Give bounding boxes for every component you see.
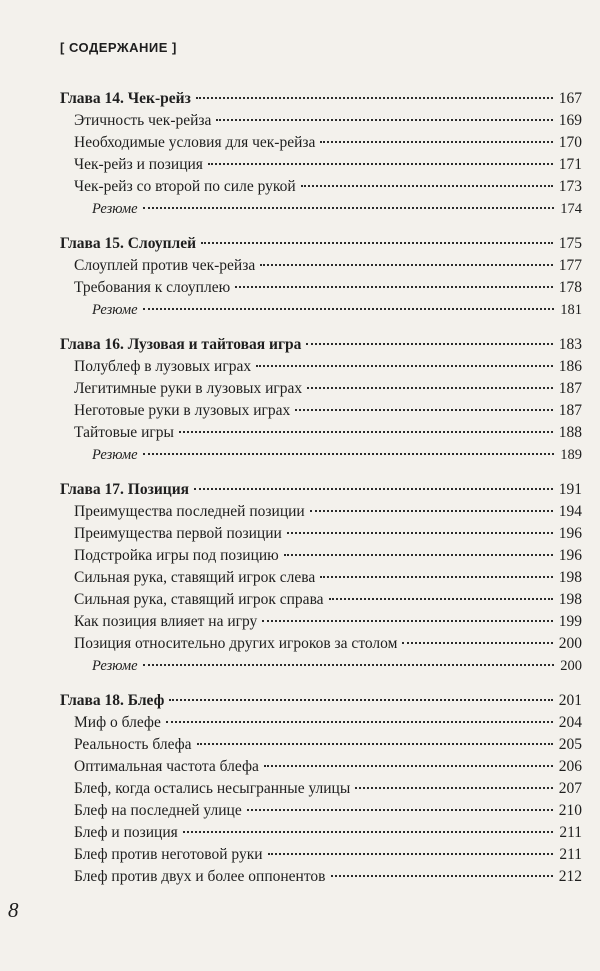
summary-entry <box>60 444 582 466</box>
section-entry <box>60 255 582 277</box>
toc-entry-page: 206 <box>558 758 582 775</box>
section-entry <box>60 844 582 866</box>
dot-leader <box>268 853 554 855</box>
toc-entry-title: Сильная рука, ставящий игрок справа <box>74 591 324 608</box>
toc-entry-title: Глава 17. Позиция <box>60 481 190 498</box>
dot-leader <box>260 264 553 266</box>
dot-leader <box>329 598 553 600</box>
dot-leader <box>306 343 552 345</box>
toc-entry-title: Резюме <box>92 201 138 217</box>
chapter-block <box>60 88 582 220</box>
toc-entry-page: 196 <box>558 525 582 542</box>
section-entry <box>60 589 582 611</box>
toc-entry-page: 191 <box>558 481 582 498</box>
section-entry <box>60 176 582 198</box>
dot-leader <box>196 97 553 99</box>
toc-entry-title: Преимущества последней позиции <box>74 503 305 520</box>
chapter-block <box>60 690 582 888</box>
section-entry <box>60 734 582 756</box>
toc-entry-title: Тайтовые игры <box>74 424 174 441</box>
toc-entry-page: 198 <box>558 591 582 608</box>
section-entry <box>60 277 582 299</box>
dot-leader <box>295 409 553 411</box>
summary-entry <box>60 198 582 220</box>
toc-entry-page: 188 <box>558 424 582 441</box>
dot-leader <box>197 743 553 745</box>
dot-leader <box>194 488 553 490</box>
section-entry <box>60 778 582 800</box>
toc-entry-title: Чек-рейз со второй по силе рукой <box>74 178 296 195</box>
dot-leader <box>287 532 553 534</box>
toc-entry-title: Глава 14. Чек-рейз <box>60 90 191 107</box>
toc-entry-page: 167 <box>558 90 582 107</box>
section-entry <box>60 154 582 176</box>
dot-leader <box>402 642 552 644</box>
toc-entry-title: Сильная рука, ставящий игрок слева <box>74 569 316 586</box>
section-entry <box>60 422 582 444</box>
dot-leader <box>183 831 554 833</box>
dot-leader <box>143 453 555 455</box>
toc-entry-title: Глава 16. Лузовая и тайтовая игра <box>60 336 302 353</box>
chapter-entry <box>60 88 582 110</box>
dot-leader <box>320 141 552 143</box>
toc-entry-page: 194 <box>558 503 582 520</box>
toc-entry-title: Полублеф в лузовых играх <box>74 358 252 375</box>
dot-leader <box>216 119 552 121</box>
toc-entry-title: Как позиция влияет на игру <box>74 613 258 630</box>
toc-entry-page: 183 <box>558 336 582 353</box>
dot-leader <box>208 163 553 165</box>
toc-entry-page: 189 <box>560 447 582 463</box>
page-number: 8 <box>8 898 19 922</box>
toc-entry-title: Миф о блефе <box>74 714 161 731</box>
toc-entry-page: 196 <box>558 547 582 564</box>
chapter-entry <box>60 233 582 255</box>
dot-leader <box>262 620 552 622</box>
toc-entry-page: 199 <box>558 613 582 630</box>
section-entry <box>60 545 582 567</box>
dot-leader <box>320 576 553 578</box>
toc-entry-page: 181 <box>560 302 582 318</box>
chapter-entry <box>60 334 582 356</box>
toc-entry-title: Необходимые условия для чек-рейза <box>74 134 316 151</box>
dot-leader <box>264 765 553 767</box>
toc-entry-title: Преимущества первой позиции <box>74 525 282 542</box>
dot-leader <box>301 185 553 187</box>
toc-entry-title: Слоуплей против чек-рейза <box>74 257 256 274</box>
toc-entry-page: 198 <box>558 569 582 586</box>
section-entry <box>60 567 582 589</box>
toc-entry-title: Оптимальная частота блефа <box>74 758 259 775</box>
dot-leader <box>247 809 553 811</box>
toc-entry-page: 207 <box>558 780 582 797</box>
toc-entry-page: 170 <box>558 134 582 151</box>
toc-entry-page: 173 <box>558 178 582 195</box>
toc-header: [ СОДЕРЖАНИЕ ] <box>60 40 177 55</box>
toc-entry-page: 186 <box>558 358 582 375</box>
dot-leader <box>143 664 555 666</box>
chapter-entry <box>60 479 582 501</box>
toc-entry-title: Блеф против неготовой руки <box>74 846 263 863</box>
dot-leader <box>235 286 553 288</box>
toc-entry-page: 175 <box>558 235 582 252</box>
toc-entry-page: 204 <box>558 714 582 731</box>
toc-entry-title: Неготовые руки в лузовых играх <box>74 402 291 419</box>
section-entry <box>60 822 582 844</box>
dot-leader <box>284 554 553 556</box>
dot-leader <box>307 387 553 389</box>
section-entry <box>60 378 582 400</box>
section-entry <box>60 611 582 633</box>
dot-leader <box>355 787 552 789</box>
section-entry <box>60 633 582 655</box>
toc-entry-page: 187 <box>558 380 582 397</box>
toc-entry-page: 212 <box>558 868 582 885</box>
dot-leader <box>143 308 555 310</box>
toc-entry-title: Блеф, когда остались несыгранные улицы <box>74 780 351 797</box>
chapter-block <box>60 479 582 677</box>
section-entry <box>60 523 582 545</box>
toc-entry-page: 201 <box>558 692 582 709</box>
summary-entry <box>60 655 582 677</box>
chapter-entry <box>60 690 582 712</box>
toc-entry-title: Легитимные руки в лузовых играх <box>74 380 303 397</box>
toc-entry-title: Резюме <box>92 447 138 463</box>
dot-leader <box>169 699 552 701</box>
section-entry <box>60 756 582 778</box>
toc-entry-page: 174 <box>560 201 582 217</box>
section-entry <box>60 400 582 422</box>
toc-entry-page: 169 <box>558 112 582 129</box>
dot-leader <box>201 242 553 244</box>
toc-entry-title: Чек-рейз и позиция <box>74 156 203 173</box>
toc-entry-page: 200 <box>558 635 582 652</box>
toc-entry-title: Позиция относительно других игроков за столом <box>74 635 398 652</box>
toc-entry-title: Глава 18. Блеф <box>60 692 165 709</box>
toc-entry-title: Требования к слоуплею <box>74 279 231 296</box>
section-entry <box>60 866 582 888</box>
toc-entry-page: 211 <box>559 824 582 841</box>
toc-entry-page: 187 <box>558 402 582 419</box>
section-entry <box>60 712 582 734</box>
section-entry <box>60 800 582 822</box>
toc-entry-page: 177 <box>558 257 582 274</box>
dot-leader <box>179 431 553 433</box>
chapter-block <box>60 233 582 321</box>
dot-leader <box>143 207 555 209</box>
toc-entry-title: Блеф против двух и более оппонентов <box>74 868 326 885</box>
section-entry <box>60 501 582 523</box>
dot-leader <box>256 365 553 367</box>
toc-entry-title: Реальность блефа <box>74 736 192 753</box>
toc-entry-title: Блеф на последней улице <box>74 802 242 819</box>
toc-entry-page: 178 <box>558 279 582 296</box>
toc-entry-page: 200 <box>560 658 582 674</box>
section-entry <box>60 356 582 378</box>
toc-entry-title: Этичность чек-рейза <box>74 112 212 129</box>
toc-entry-title: Резюме <box>92 302 138 318</box>
toc-entry-title: Блеф и позиция <box>74 824 178 841</box>
toc-entry-page: 205 <box>558 736 582 753</box>
section-entry <box>60 132 582 154</box>
table-of-contents <box>60 88 582 901</box>
dot-leader <box>166 721 553 723</box>
toc-entry-title: Подстройка игры под позицию <box>74 547 279 564</box>
summary-entry <box>60 299 582 321</box>
toc-entry-page: 211 <box>559 846 582 863</box>
toc-entry-title: Резюме <box>92 658 138 674</box>
toc-entry-title: Глава 15. Слоуплей <box>60 235 197 252</box>
toc-entry-page: 171 <box>558 156 582 173</box>
toc-entry-page: 210 <box>558 802 582 819</box>
chapter-block <box>60 334 582 466</box>
dot-leader <box>331 875 553 877</box>
section-entry <box>60 110 582 132</box>
dot-leader <box>310 510 553 512</box>
